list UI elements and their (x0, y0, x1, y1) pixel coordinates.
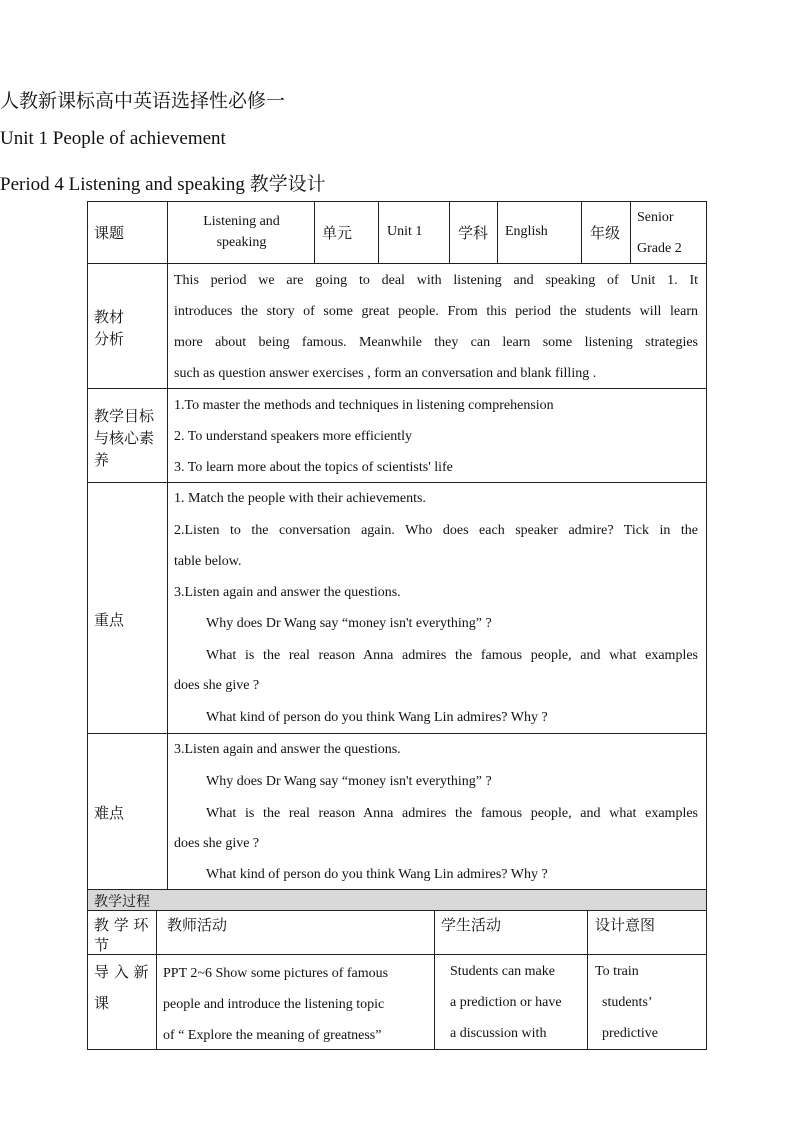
topic-label: 课题 (94, 224, 125, 242)
stage-cell (87, 955, 157, 1050)
intent-cell (588, 955, 707, 1050)
key-point-line: does she give ? (174, 678, 260, 693)
topic-value-line1: Listening and (203, 214, 280, 229)
difficulty-line: What is the real reason Anna admires the famous people, and what examples (206, 806, 698, 821)
student-activity-cell (435, 955, 588, 1050)
teacher-activity-line: PPT 2~6 Show some pictures of famous (163, 966, 389, 981)
objectives-label-line2: 与核心素 (94, 429, 155, 447)
objectives-label-line1: 教学目标 (94, 407, 155, 425)
teacher-header-cell (157, 911, 435, 955)
process-header-cell (87, 890, 707, 911)
objective-item: 1.To master the methods and techniques in listening comprehension (174, 398, 554, 413)
unit-value-cell (379, 201, 450, 264)
document-title: 人教新课标高中英语选择性必修一 (0, 90, 286, 112)
objectives-label-line3: 养 (94, 451, 110, 469)
difficulty-line: Why does Dr Wang say “money isn't everything” ? (206, 774, 492, 789)
analysis-line: introduces the story of some great people. From this period the students will learn (174, 304, 698, 319)
student-activity-line: a prediction or have (450, 995, 562, 1010)
difficulty-line: does she give ? (174, 836, 260, 851)
teacher-activity-cell (157, 955, 435, 1050)
key-points-label-cell (87, 483, 168, 734)
unit-title: Unit 1 People of achievement (0, 128, 226, 149)
student-header: 学生活动 (441, 916, 502, 934)
grade-value-cell (631, 201, 707, 264)
teacher-header: 教师活动 (167, 916, 228, 934)
key-point-line: 3.Listen again and answer the questions. (174, 585, 401, 600)
stage-header-line1: 教 学 环 (94, 916, 149, 934)
objective-item: 3. To learn more about the topics of scientists' life (174, 460, 453, 475)
analysis-label-line1: 教材 (94, 308, 125, 326)
intent-line: students’ (602, 995, 653, 1010)
analysis-line: more about being famous. Meanwhile they can learn some listening strategies (174, 335, 698, 350)
subject-label-cell (450, 201, 498, 264)
difficulties-content-cell (168, 734, 707, 890)
unit-label-cell (315, 201, 379, 264)
key-point-line: Why does Dr Wang say “money isn't everything” ? (206, 616, 492, 631)
student-activity-line: Students can make (450, 964, 555, 979)
teacher-activity-line: people and introduce the listening topic (163, 997, 385, 1012)
topic-value-line2: speaking (216, 235, 267, 250)
intent-line: To train (595, 964, 639, 979)
teacher-activity-line: of “ Explore the meaning of greatness” (163, 1028, 382, 1043)
intent-header: 设计意图 (595, 916, 656, 934)
key-points-content-cell (168, 483, 707, 734)
difficulties-label-cell (87, 734, 168, 890)
difficulty-line: What kind of person do you think Wang Lin admires? Why ? (206, 867, 548, 882)
analysis-content-cell (168, 264, 707, 389)
grade-value-line1: Senior (637, 210, 674, 225)
key-point-line: What kind of person do you think Wang Lin admires? Why ? (206, 710, 548, 725)
student-header-cell (435, 911, 588, 955)
stage-line2: 课 (94, 994, 110, 1012)
key-point-line: 1. Match the people with their achievements. (174, 491, 426, 506)
analysis-line: such as question answer exercises , form an conversation and blank filling . (174, 366, 597, 381)
key-point-line: 2.Listen to the conversation again. Who does each speaker admire? Tick in the (174, 523, 698, 538)
difficulties-label: 难点 (94, 804, 125, 822)
grade-label: 年级 (590, 224, 621, 242)
analysis-line: This period we are going to deal with listening and speaking of Unit 1. It (174, 273, 698, 288)
period-title: Period 4 Listening and speaking 教学设计 (0, 174, 326, 195)
process-header: 教学过程 (94, 894, 150, 910)
grade-label-cell (582, 201, 631, 264)
stage-line1: 导 入 新 (94, 963, 149, 981)
stage-header-cell (87, 911, 157, 955)
student-activity-line: a discussion with (450, 1026, 547, 1041)
stage-header-line2: 节 (94, 936, 110, 954)
analysis-label-line2: 分析 (94, 330, 125, 348)
objective-item: 2. To understand speakers more efficiently (174, 429, 412, 444)
key-points-label: 重点 (94, 611, 125, 629)
grade-value-line2: Grade 2 (637, 241, 682, 256)
subject-label: 学科 (458, 224, 489, 242)
key-point-line: table below. (174, 554, 242, 569)
objectives-content-cell (168, 389, 707, 483)
objectives-label-cell (87, 389, 168, 483)
intent-line: predictive (602, 1026, 658, 1041)
topic-label-cell (87, 201, 168, 264)
key-point-line: What is the real reason Anna admires the famous people, and what examples (206, 648, 698, 663)
analysis-label-cell (87, 264, 168, 389)
intent-header-cell (588, 911, 707, 955)
unit-value: Unit 1 (387, 224, 423, 239)
subject-value: English (505, 224, 548, 239)
topic-value-cell (168, 201, 315, 264)
unit-label: 单元 (322, 224, 353, 242)
subject-value-cell (498, 201, 582, 264)
difficulty-line: 3.Listen again and answer the questions. (174, 742, 401, 757)
